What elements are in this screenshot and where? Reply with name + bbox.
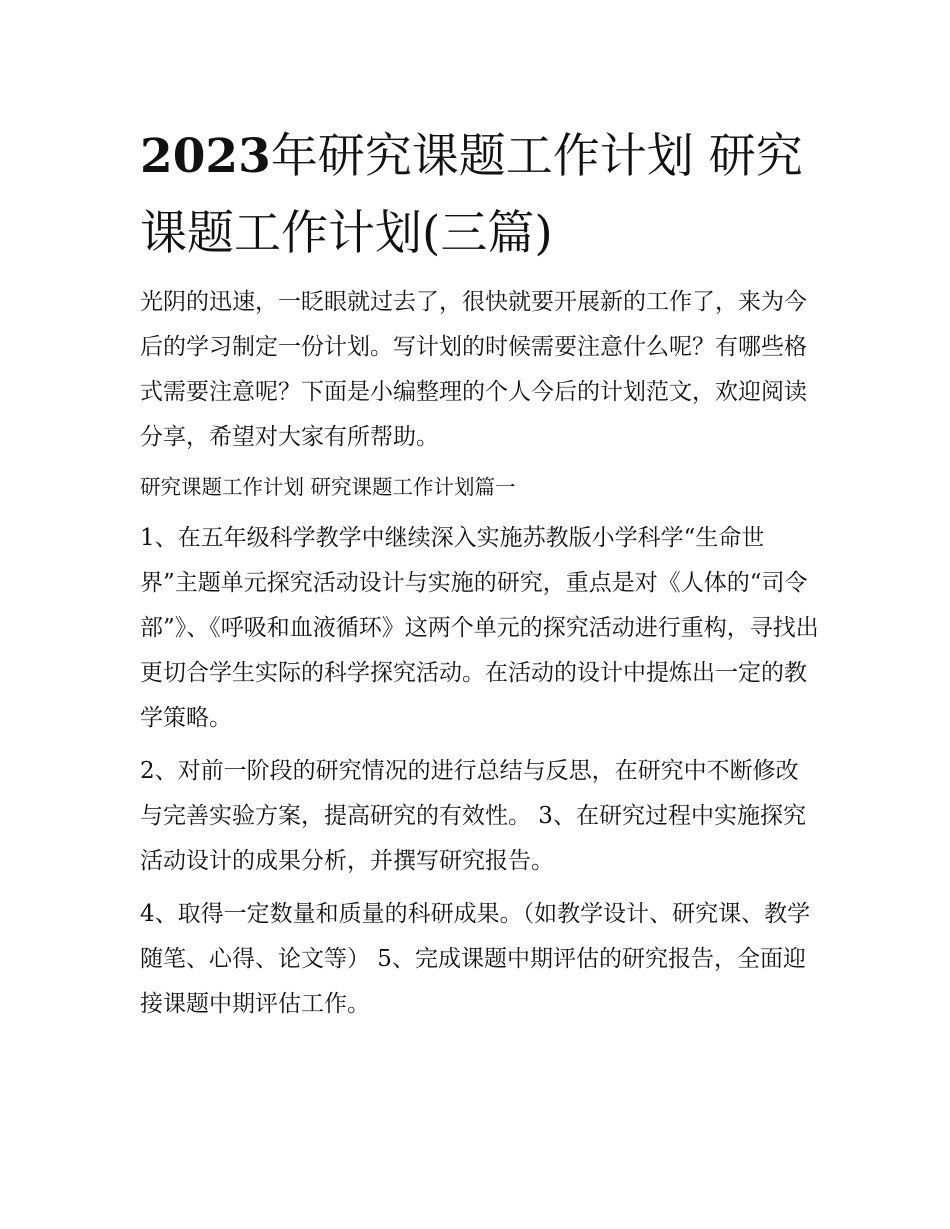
section-heading: 研究课题工作计划 研究课题工作计划篇一 (140, 475, 516, 499)
document-title (140, 118, 820, 272)
intro-paragraph: 光阴的迅速，一眨眼就过去了，很快就要开展新的工作了，来为今后的学习制定一份计划。写计划的时候需要注意什么呢？有哪些格式需要注意呢？下面是小编整理的个人今后的计划范文，欢迎阅读分享，希望对大家有所帮助。 (140, 289, 807, 450)
title-year: 2023 (140, 129, 271, 184)
list-item: 1、在五年级科学教学中继续深入实施苏教版小学科学“生命世界”主题单元探究活动设计与实施的研究，重点是对《人体的“司令部”》、《呼吸和血液循环》这两个单元的探究活动进行重构，寻找出更切合学生实际的科学探究活动。在活动的设计中提炼出一定的教学策略。 (140, 525, 819, 731)
title-text: 年研究课题工作计划 研究课题工作计划(三篇) (140, 129, 803, 261)
list-item: 2、对前一阶段的研究情况的进行总结与反思，在研究中不断修改与完善实验方案，提高研究的有效性。 3、在研究过程中实施探究活动设计的成果分析，并撰写研究报告。 (140, 758, 806, 874)
document-body (140, 280, 820, 1035)
list-item: 4、取得一定数量和质量的科研成果。（如教学设计、研究课、教学随笔、心得、论文等） 5、完成课题中期评估的研究报告，全面迎接课题中期评估工作。 (140, 901, 811, 1017)
